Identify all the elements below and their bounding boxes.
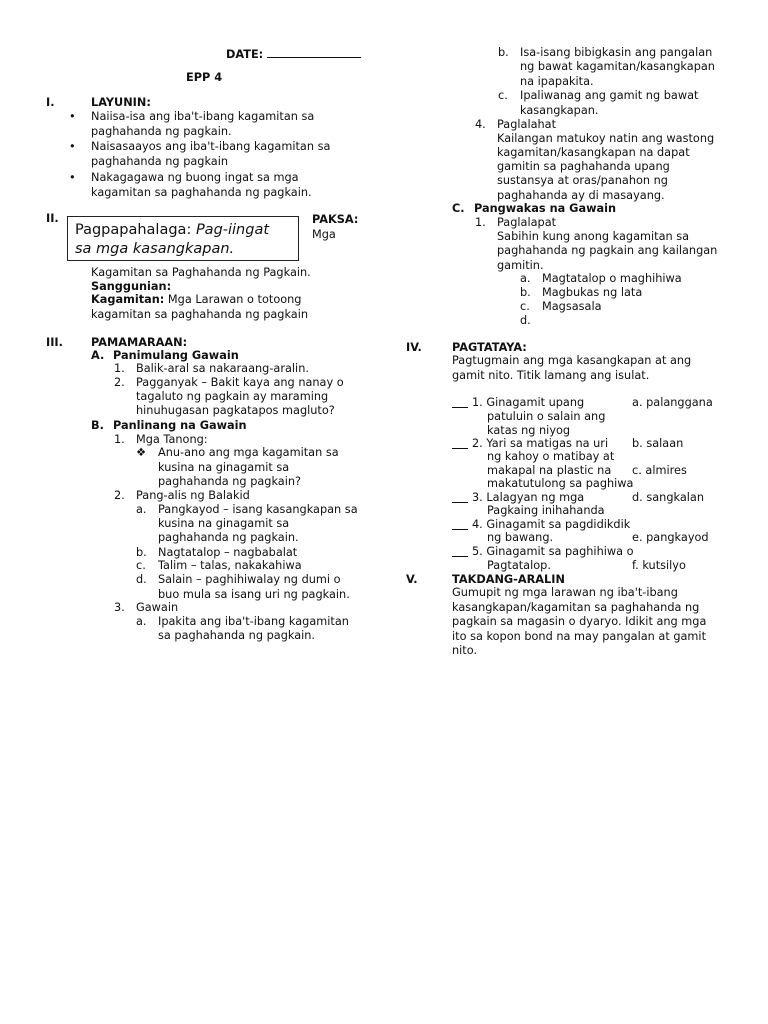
kagamitan-line-2: kagamitan sa paghahanda ng pagkain — [91, 308, 309, 321]
kagamitan-label: Kagamitan: — [91, 293, 165, 306]
quiz-5-line-2: Pagtatalop. — [487, 559, 551, 572]
a-item-1: Balik-aral sa nakaraang-aralin. — [136, 362, 309, 375]
list-letter: b. — [520, 286, 531, 299]
paksa-start: Mga — [312, 228, 336, 241]
diamond-bullet-icon: ❖ — [136, 446, 147, 459]
quiz-4-line-1: 4. Ginagamit sa pagdidikdik — [472, 518, 631, 531]
homework-line-3: pagkain sa magasin o dyaryo. Idikit ang mga — [452, 615, 707, 628]
quiz-2-line-1: 2. Yari sa matigas na uri — [472, 437, 609, 450]
section-4-numeral: IV. — [406, 341, 422, 354]
list-letter: a. — [136, 615, 147, 628]
kagamitan-text: Mga Larawan o totoong — [167, 293, 302, 306]
homework-line-4: ito sa kopon bond na may pangalan at gamit — [452, 630, 707, 643]
date-label: DATE: — [226, 48, 264, 61]
term-c: Talim – talas, nakakahiwa — [158, 559, 302, 572]
section-3-numeral: III. — [46, 336, 63, 349]
part-b-title: Panlinang na Gawain — [113, 419, 247, 432]
paglalahat-line-1: Kailangan matukoy natin ang wastong — [497, 132, 715, 145]
paglalahat-line-4: sustansya at oras/panahon ng — [497, 174, 668, 187]
quiz-4-line-2: ng bawang. — [487, 531, 554, 544]
paglalapat-line-3: gamitin. — [497, 259, 544, 272]
quiz-1-line-3: katas ng niyog — [487, 424, 571, 437]
quiz-2-line-4: makatutulong sa paghiwa — [487, 477, 634, 490]
bullet-icon: • — [69, 110, 76, 123]
part-c-title: Pangwakas na Gawain — [474, 202, 617, 215]
subject-title: EPP 4 — [186, 71, 223, 84]
paglalahat-line-5: paghahanda ay di masayang. — [497, 189, 665, 202]
term-b: Nagtatalop – nagbabalat — [158, 546, 298, 559]
section-4-title: PAGTATAYA: — [452, 341, 527, 354]
values-text-1: Pag-iingat — [195, 222, 270, 238]
paglalahat-line-2: kagamitan/kasangkapan na dapat — [497, 146, 690, 159]
objective-3-line-2: kagamitan sa paghahanda ng pagkain. — [91, 186, 312, 199]
values-text-2: sa mga kasangkapan. — [75, 241, 235, 257]
paksa-text: Kagamitan sa Paghahanda ng Pagkain. — [91, 266, 311, 279]
part-c-letter: C. — [452, 202, 465, 215]
section-2-numeral: II. — [46, 212, 59, 225]
bullet-icon: • — [69, 171, 76, 184]
b-item-2: Pang-alis ng Balakid — [136, 489, 250, 502]
list-letter: b. — [498, 46, 509, 59]
sanggunian-label: Sanggunian: — [91, 280, 172, 293]
homework-line-5: nito. — [452, 644, 478, 657]
section-1-title: LAYUNIN: — [91, 96, 151, 109]
list-number: 1. — [475, 216, 486, 229]
term-d-line-2: buo mula sa isang uri ng pagkain. — [158, 588, 350, 601]
part-b-letter: B. — [91, 419, 104, 432]
question-line-3: paghahanda ng pagkain? — [158, 475, 302, 488]
paglalapat-line-1: Sabihin kung anong kagamitan sa — [497, 230, 690, 243]
list-letter: a. — [136, 503, 147, 516]
answer-blank-2[interactable] — [452, 437, 468, 454]
b-item-1: Mga Tanong: — [136, 433, 208, 446]
choice-b: b. salaan — [632, 437, 684, 450]
quiz-3-line-2: Pagkaing inihahanda — [487, 504, 605, 517]
objective-1-line-1: Naiisa-isa ang iba't-ibang kagamitan sa — [91, 110, 315, 123]
gawain-a-line-1: Ipakita ang iba't-ibang kagamitan — [158, 615, 349, 628]
date-blank — [267, 46, 361, 58]
paglalapat-line-2: paghahanda ng pagkain ang kailangan — [497, 244, 718, 257]
paglalahat-label: Paglalahat — [497, 118, 557, 131]
b-item-3: Gawain — [136, 601, 179, 614]
homework-line-2: kasangkapan/kagamitan sa paghahanda ng — [452, 601, 700, 614]
right-b-line-1: Isa-isang bibigkasin ang pangalan — [520, 46, 713, 59]
answer-blank-1[interactable] — [452, 396, 468, 413]
answer-blank-5[interactable] — [452, 545, 468, 562]
objective-3-line-1: Nakagagawa ng buong ingat sa mga — [91, 171, 299, 184]
list-letter: a. — [520, 272, 531, 285]
objective-2-line-2: paghahanda ng pagkain — [91, 155, 229, 168]
kagamitan-line-1 — [91, 293, 301, 308]
quiz-1-line-2: patuluin o salain ang — [487, 410, 606, 423]
list-number: 1. — [114, 433, 125, 446]
a-item-2-line-3: hinuhugasan pagkatapos magluto? — [136, 404, 335, 417]
quiz-5-line-1: 5. Ginagamit sa paghihiwa o — [472, 545, 634, 558]
list-number: 1. — [114, 362, 125, 375]
section-3-title: PAMAMARAAN: — [91, 336, 188, 349]
term-a-line-3: paghahanda ng pagkain. — [158, 531, 299, 544]
choice-e: e. pangkayod — [632, 531, 709, 544]
section-1-numeral: I. — [46, 96, 55, 109]
task-c: Magsasala — [542, 300, 602, 313]
right-c-line-1: Ipaliwanag ang gamit ng bawat — [520, 89, 699, 102]
list-letter: b. — [136, 546, 147, 559]
list-letter: c. — [136, 559, 146, 572]
answer-blank-3[interactable] — [452, 491, 468, 508]
a-item-2-line-1: Pagganyak – Bakit kaya ang nanay o — [136, 376, 344, 389]
task-b: Magbukas ng lata — [542, 286, 643, 299]
quiz-2-line-3: makapal na plastic na — [487, 464, 612, 477]
list-letter: c. — [520, 300, 530, 313]
list-number: 4. — [475, 118, 486, 131]
gawain-a-line-2: sa paghahanda ng pagkain. — [158, 629, 316, 642]
part-a-title: Panimulang Gawain — [113, 349, 239, 362]
list-letter: c. — [498, 89, 508, 102]
section-5-numeral: V. — [406, 573, 418, 586]
objective-2-line-1: Naisasaayos ang iba't-ibang kagamitan sa — [91, 140, 331, 153]
term-a-line-2: kusina na ginagamit sa — [158, 517, 290, 530]
bullet-icon: • — [69, 140, 76, 153]
answer-blank-4[interactable] — [452, 518, 468, 535]
list-letter: d. — [136, 573, 147, 586]
instruction-line-2: gamit nito. Titik lamang ang isulat. — [452, 369, 650, 382]
values-label: Pagpapahalaga: — [75, 222, 192, 238]
quiz-1-line-1: 1. Ginagamit upang — [472, 396, 585, 409]
quiz-3-line-1: 3. Lalagyan ng mga — [472, 491, 585, 504]
choice-d: d. sangkalan — [632, 491, 704, 504]
list-number: 2. — [114, 376, 125, 389]
objective-1-line-2: paghahanda ng pagkain. — [91, 125, 232, 138]
list-number: 2. — [114, 489, 125, 502]
right-b-line-2: ng bawat kagamitan/kasangkapan — [520, 60, 715, 73]
quiz-2-line-2: ng kahoy o matibay at — [487, 450, 615, 463]
date-line — [226, 46, 361, 63]
list-number: 3. — [114, 601, 125, 614]
homework-line-1: Gumupit ng mga larawan ng iba't-ibang — [452, 586, 678, 599]
choice-f: f. kutsilyo — [632, 559, 686, 572]
right-b-line-3: na ipapakita. — [520, 75, 594, 88]
paksa-label: PAKSA: — [312, 213, 359, 226]
section-5-title: TAKDANG-ARALIN — [452, 573, 565, 586]
question-line-2: kusina na ginagamit sa — [158, 461, 290, 474]
part-a-letter: A. — [91, 349, 105, 362]
term-d-line-1: Salain – paghihiwalay ng dumi o — [158, 573, 341, 586]
task-a: Magtatalop o maghihiwa — [542, 272, 682, 285]
paglalapat-label: Paglalapat — [497, 216, 557, 229]
a-item-2-line-2: tagaluto ng pagkain ay maraming — [136, 390, 329, 403]
question-line-1: Anu-ano ang mga kagamitan sa — [158, 446, 339, 459]
choice-c: c. almires — [632, 464, 687, 477]
right-c-line-2: kasangkapan. — [520, 104, 599, 117]
values-box — [67, 216, 299, 261]
instruction-line-1: Pagtugmain ang mga kasangkapan at ang — [452, 354, 692, 367]
choice-a: a. palanggana — [632, 396, 713, 409]
term-a-line-1: Pangkayod – isang kasangkapan sa — [158, 503, 358, 516]
paglalahat-line-3: gamitin sa paghahanda upang — [497, 160, 670, 173]
list-letter: d. — [520, 314, 531, 327]
